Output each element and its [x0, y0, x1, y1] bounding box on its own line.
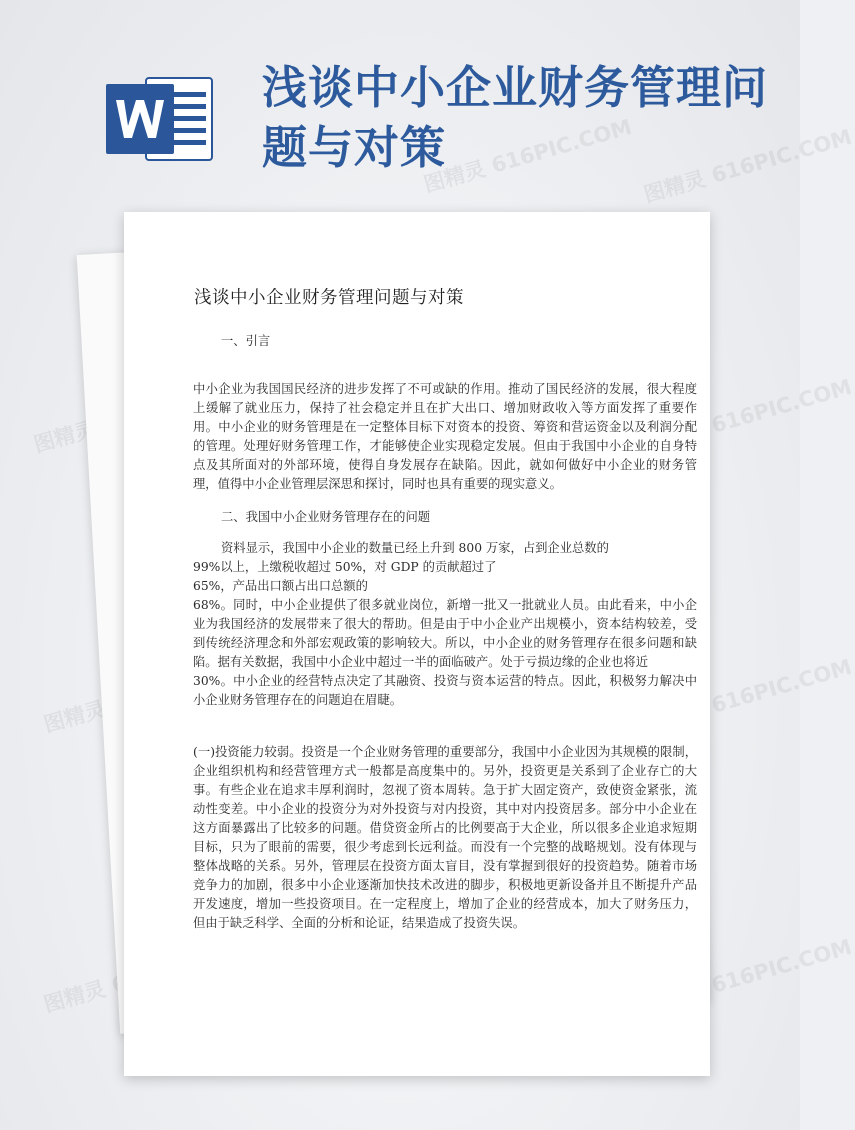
section-heading-intro: 一、引言 — [221, 334, 271, 348]
document-body — [193, 324, 697, 933]
intro-paragraph: 中小企业为我国国民经济的进步发挥了不可或缺的作用。推动了国民经济的发展，很大程度上缓解了就业压力，保持了社会稳定并且在扩大出口、增加财政收入等方面发挥了重要作用。中小企业的财务管理是在一定整体目标下对资本的投资、筹资和营运资金以及利润分配的管理。处理好财务管理工作，才能够使企业实现稳定发展。但由于我国中小企业的自身特点及其所面对的外部环境，使得自身发展存在缺陷。因此，就如何做好中小企业的财务管理，值得中小企业管理层深思和探讨，同时也具有重要的现实意义。 — [193, 382, 697, 491]
header-title: 浅谈中小企业财务管理问题与对策 — [262, 61, 769, 174]
investment-paragraph: (一)投资能力较弱。投资是一个企业财务管理的重要部分，我国中小企业因为其规模的限制，企业组织机构和经营管理方式一般都是高度集中的。另外，投资更是关系到了企业存亡的大事。有些企业在追求丰厚利润时，忽视了资本周转。急于扩大固定资产，致使资金紧张，流动性变差。中小企业的投资分为对外投资与对内投资，其中对内投资居多。部分中小企业在这方面暴露出了比较多的问题。借贷资金所占的比例要高于大企业，所以很多企业追求短期目标，只为了眼前的需要，很少考虑到长远利益。而没有一个完整的战略规划。没有体现与整体战略的关系。另外，管理层在投资方面太盲目，没有掌握到很好的投资趋势。随着市场竞争力的加剧，很多中小企业逐渐加快技术改进的脚步，积极地更新设备并且不断提升产品开发速度，增加一些投资项目。在一定程度上，增加了企业的经营成本，加大了财务压力，但由于缺乏科学、全面的分析和论证，结果造成了投资失误。 — [193, 745, 697, 930]
data-paragraph-line: 30%。中小企业的经营特点决定了其融资、投资与资本运营的特点。因此，积极努力解决中小企业财务管理存在的问题迫在眉睫。 — [193, 674, 697, 707]
section-heading-problems: 二、我国中小企业财务管理存在的问题 — [221, 510, 431, 524]
word-document-icon — [106, 78, 214, 160]
data-paragraph — [193, 539, 697, 710]
data-paragraph-line: 资料显示，我国中小企业的数量已经上升到 800 万家，占到企业总数的 — [221, 541, 609, 555]
data-paragraph-line: 99%以上，上缴税收超过 50%，对 GDP 的贡献超过了 — [193, 560, 497, 574]
document-page — [124, 212, 710, 1076]
data-paragraph-line: 68%。同时，中小企业提供了很多就业岗位，新增一批又一批就业人员。由此看来，中小企业为我国经济的发展带来了很大的帮助。但是由于中小企业产出规模小，资本结构较差，受到传统经济理念和外部宏观政策的影响较大。所以，中小企业的财务管理存在很多问题和缺陷。据有关数据，我国中小企业中超过一半的面临破产。处于亏损边缘的企业也将近 — [193, 598, 697, 669]
data-paragraph-line: 65%，产品出口额占出口总额的 — [193, 579, 368, 593]
document-title: 浅谈中小企业财务管理问题与对策 — [194, 288, 464, 308]
